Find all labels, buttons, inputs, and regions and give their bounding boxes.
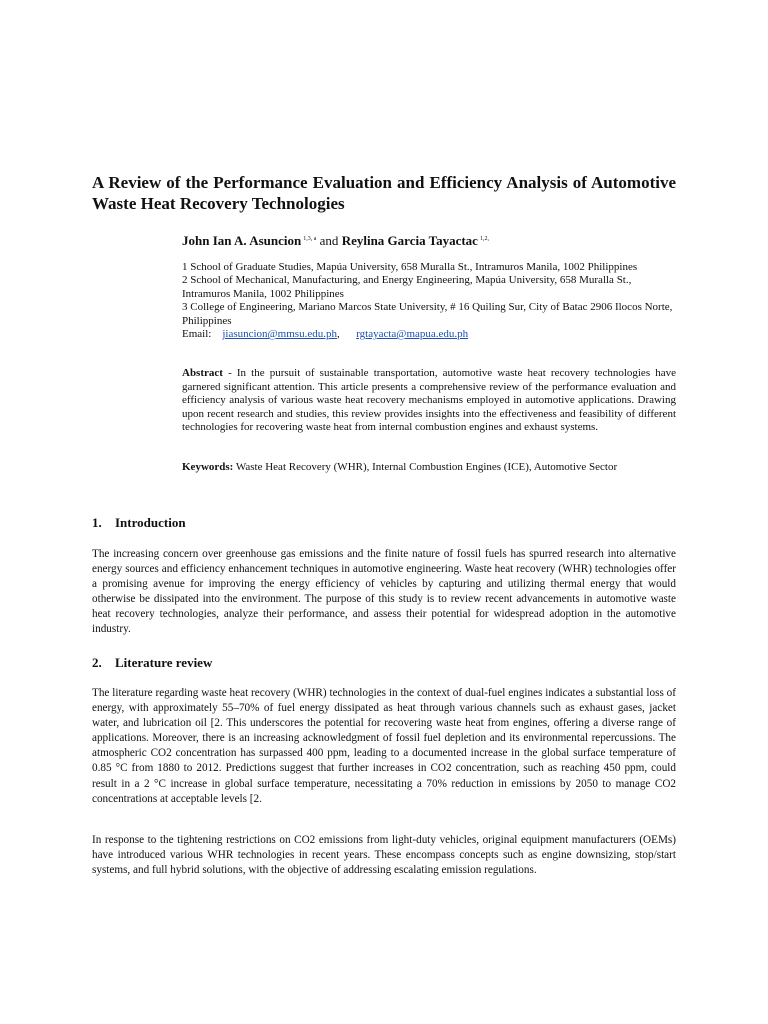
abstract-label: Abstract [182,367,223,379]
author-2-name: Reylina Garcia Tayactac [341,233,478,248]
affiliation-2: 2 School of Mechanical, Manufacturing, and Energy Engineering, Mapúa University, 658 Muralla St., Intramuros Manila, 1002 Philippines [182,274,632,300]
introduction-paragraph: The increasing concern over greenhouse gas emissions and the finite nature of fossil fuels has spurred research into alternative energy sources and efficiency enhancement techniques in automotive engineering. Waste heat recovery (WHR) technologies offer a promising avenue for improving the energy efficiency of vehicles by capturing and utilizing thermal energy that would otherwise be dissipated into the environment. The purpose of this study is to review recent advancements in automotive waste heat recovery technologies, analyze their performance, and assess their potential for widespread adoption in the automotive industry. [92,548,676,636]
author-2-affiliation-marks: 1,2, [479,236,489,242]
author-line [182,233,489,249]
author-1-name: John Ian A. Asuncion [182,233,302,248]
abstract [182,367,676,435]
section-title: Literature review [115,655,213,670]
affiliation-3: 3 College of Engineering, Mariano Marcos State University, # 16 Quiling Sur, City of Batac 2906 Ilocos Norte, Philippines [182,301,673,327]
literature-paragraph-1: The literature regarding waste heat recovery (WHR) technologies in the context of dual-fuel engines indicates a substantial loss of energy, with approximately 55–70% of fuel energy dissipated as heat through various channels such as exhaust gases, jacket water, and lubrication oil [2. This underscores the potential for recovering waste heat from engines, offering a diverse range of applications. Moreover, there is an increasing acknowledgment of fossil fuel depletion and its environmental repercussions. The atmospheric CO2 concentration has surpassed 400 ppm, leading to a documented increase in the global surface temperature of 0.85 °C from 1880 to 2012. Predictions suggest that further increases in CO2 concentration, such as reaching 450 ppm, could result in a 2 °C increase in global surface temperature, necessitating a 70% reduction in emissions by 2050 to manage CO2 concentrations at acceptable levels [2. [92,687,676,805]
affiliations-block [182,261,678,341]
section-number: 2. [92,655,102,670]
section-number: 1. [92,515,102,530]
keywords-label: Keywords: [182,461,234,473]
keywords-text: Waste Heat Recovery (WHR), Internal Combustion Engines (ICE), Automotive Sector [233,461,618,473]
keywords [182,460,676,474]
email-link-1[interactable]: jiasuncion@mmsu.edu.ph [222,328,337,341]
email-label: Email: [182,328,212,341]
paper-title: A Review of the Performance Evaluation and Efficiency Analysis of Automotive Waste Heat Recovery Technologies [92,173,676,213]
section-title: Introduction [115,515,186,530]
abstract-text: - In the pursuit of sustainable transportation, automotive waste heat recovery technologies have garnered significant attention. This article presents a comprehensive review of the performance evaluation and efficiency analysis of various waste heat recovery mechanisms employed in automotive applications. Drawing upon recent research and studies, this review provides insights into the effectiveness and feasibility of different technologies for recovering waste heat from internal combustion engines and exhaust systems. [182,367,676,434]
section-heading-literature-review [92,655,212,671]
email-row [182,328,678,341]
section-heading-introduction [92,515,186,531]
email-separator: , [336,328,340,341]
affiliation-1: 1 School of Graduate Studies, Mapúa University, 658 Muralla St., Intramuros Manila, 1002 Philippines [182,261,638,273]
email-link-2[interactable]: rgtayacta@mapua.edu.ph [356,328,469,341]
author-1-affiliation-marks: 1,3, a [303,236,317,242]
literature-paragraph-2: In response to the tightening restrictions on CO2 emissions from light-duty vehicles, original equipment manufacturers (OEMs) have introduced various WHR technologies in recent years. These encompass concepts such as engine downsizing, stop/start systems, and full hybrid solutions, with the objective of addressing escalating emission regulations. [92,834,676,877]
author-conjunction: and [319,233,339,248]
